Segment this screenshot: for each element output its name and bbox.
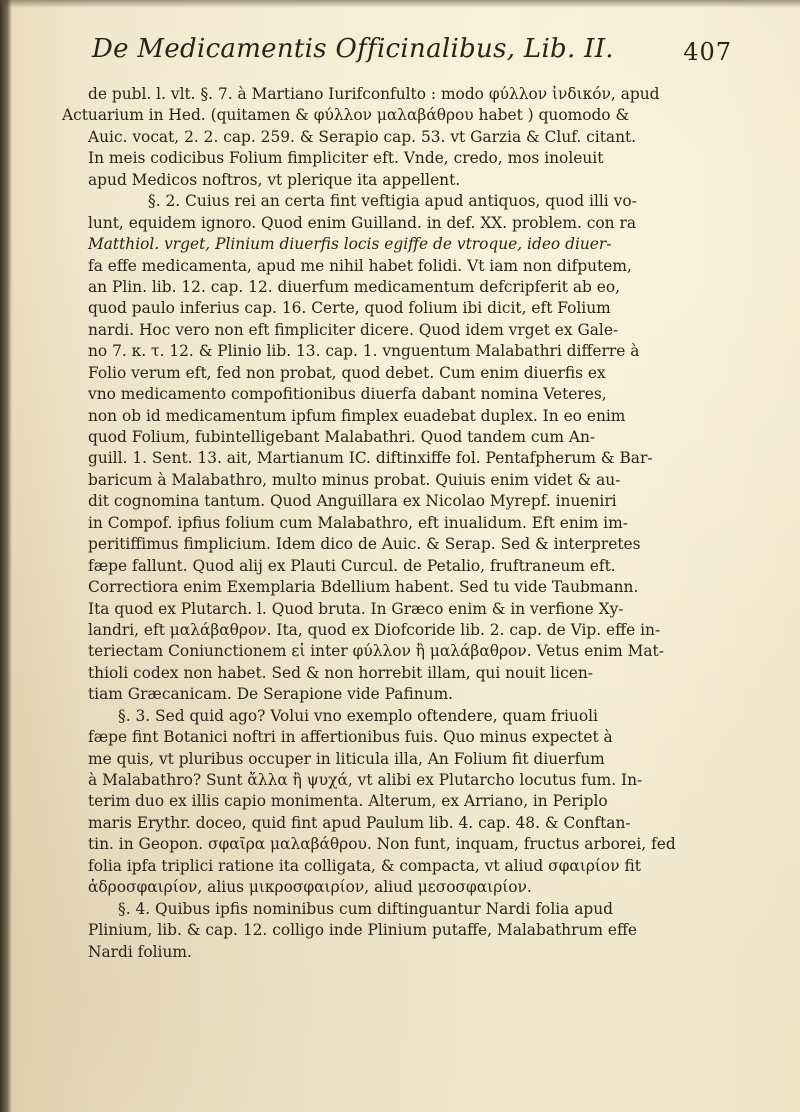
text-line: Auic. vocat, 2. 2. cap. 259. & Serapio cap. 53. vt Garzia & Cluf. citant. (88, 127, 637, 146)
page-header (92, 34, 732, 74)
text-line: fæpe fint Botanici noftri in affertionibus fuis. Quo minus expectet à (88, 728, 613, 747)
text-line: folia ipfa triplici ratione ita colligata, & compacta, vt aliud σφαιρίον fit (88, 856, 641, 875)
book-edge-shadow (0, 0, 12, 1112)
text-line: baricum à Malabathro, multo minus probat. Quiuis enim videt & au- (88, 470, 621, 489)
text-line: tin. in Geopon. σφαῖρα μαλαβάθρου. Non funt, inquam, fructus arborei, fed (88, 835, 676, 854)
text-line: fa effe medicamenta, apud me nihil habet folidi. Vt iam non difputem, (88, 256, 632, 275)
text-line: de publ. l. vlt. §. 7. à Martiano Iurifconfulto : modo φύλλον ἰνδικόν, apud (88, 85, 660, 103)
text-line: §. 2. Cuius rei an certa fint veftigia apud antiquos, quod illi vo- (148, 192, 637, 211)
top-edge-shadow (0, 0, 800, 8)
text-line: Actuarium in Hed. (quitamen & φύλλον μαλαβάθρου habet ) quomodo & (62, 106, 630, 125)
text-line: Correctiora enim Exemplaria Bdellium habent. Sed tu vide Taubmann. (88, 578, 639, 597)
text-line: Matthiol. vrget, Plinium diuerfis locis egiffe de vtroque, ideo diuer- (88, 235, 612, 254)
text-line: non ob id medicamentum ipfum fimplex euadebat duplex. In eo enim (88, 406, 626, 425)
text-line: fæpe fallunt. Quod alij ex Plauti Curcul. de Petalio, fruftraneum eft. (88, 556, 616, 575)
text-line: In meis codicibus Folium fimpliciter eft. Vnde, credo, mos inoleuit (88, 149, 604, 168)
text-line: no 7. κ. τ. 12. & Plinio lib. 13. cap. 1. vnguentum Malabathri differre à (88, 342, 640, 361)
text-line: vno medicamento compofitionibus diuerfa dabant nomina Veteres, (88, 385, 607, 404)
text-line: quod paulo inferius cap. 16. Certe, quod folium ibi dicit, eft Folium (88, 299, 611, 318)
text-line: Nardi folium. (88, 942, 192, 961)
text-line: ἁδροσφαιρίον, alius μικροσφαιρίον, aliud μεσοσφαιρίον. (88, 878, 532, 897)
text-line: apud Medicos noftros, vt plerique ita appellent. (88, 170, 461, 189)
text-line: in Compof. ipfius folium cum Malabathro, eft inualidum. Eft enim im- (88, 513, 628, 532)
text-line: maris Erythr. doceo, quid fint apud Paulum lib. 4. cap. 48. & Conftan- (88, 813, 631, 832)
running-title: De Medicamentis Officinalibus, Lib. II. (92, 34, 614, 64)
page-number: 407 (683, 38, 732, 66)
text-line: landri, eft μαλάβαθρον. Ita, quod ex Diofcoride lib. 2. cap. de Vip. effe in- (88, 620, 661, 639)
text-line: me quis, vt pluribus occuper in liticula illa, An Folium fit diuerfum (88, 749, 605, 768)
text-line: tiam Græcanicam. De Serapione vide Pafinum. (88, 685, 454, 704)
text-line: nardi. Hoc vero non eft fimpliciter dicere. Quod idem vrget ex Gale- (88, 320, 619, 339)
text-line: Plinium, lib. & cap. 12. colligo inde Plinium putaffe, Malabathrum effe (88, 921, 637, 940)
text-line: §. 4. Quibus ipfis nominibus cum diftinguantur Nardi folia apud (118, 899, 614, 918)
text-line: quod Folium, fubintelligebant Malabathri. Quod tandem cum An- (88, 428, 596, 446)
text-line: thioli codex non habet. Sed & non horrebit illam, qui nouit licen- (88, 663, 593, 682)
text-line: §. 3. Sed quid ago? Volui vno exemplo oftendere, quam friuoli (118, 706, 598, 725)
text-line: peritiffimus fimplicium. Idem dico de Auic. & Serap. Sed & interpretes (88, 535, 641, 554)
text-line: dit cognomina tantum. Quod Anguillara ex Nicolao Myrepf. inueniri (88, 492, 617, 511)
text-line: lunt, equidem ignoro. Quod enim Guilland. in def. XX. problem. con ra (88, 213, 636, 232)
body-text (54, 84, 714, 963)
text-line: Ita quod ex Plutarch. l. Quod bruta. In Græco enim & in verfione Xy- (88, 599, 624, 618)
text-line: Folio verum eft, fed non probat, quod debet. Cum enim diuerfis ex (88, 363, 606, 382)
text-line: à Malabathro? Sunt ἄλλα ἢ ψυχά, vt alibi ex Plutarcho locutus fum. In- (88, 771, 643, 789)
text-line: guill. 1. Sent. 13. ait, Martianum IC. diftinxiffe fol. Pentafpherum & Bar- (88, 449, 653, 468)
text-line: teriectam Coniunctionem εἰ inter φύλλον ἢ μαλάβαθρον. Vetus enim Mat- (88, 642, 664, 661)
text-line: terim duo ex illis capio monimenta. Alterum, ex Arriano, in Periplo (88, 792, 608, 811)
text-line: an Plin. lib. 12. cap. 12. diuerfum medicamentum defcripferit ab eo, (88, 277, 620, 296)
